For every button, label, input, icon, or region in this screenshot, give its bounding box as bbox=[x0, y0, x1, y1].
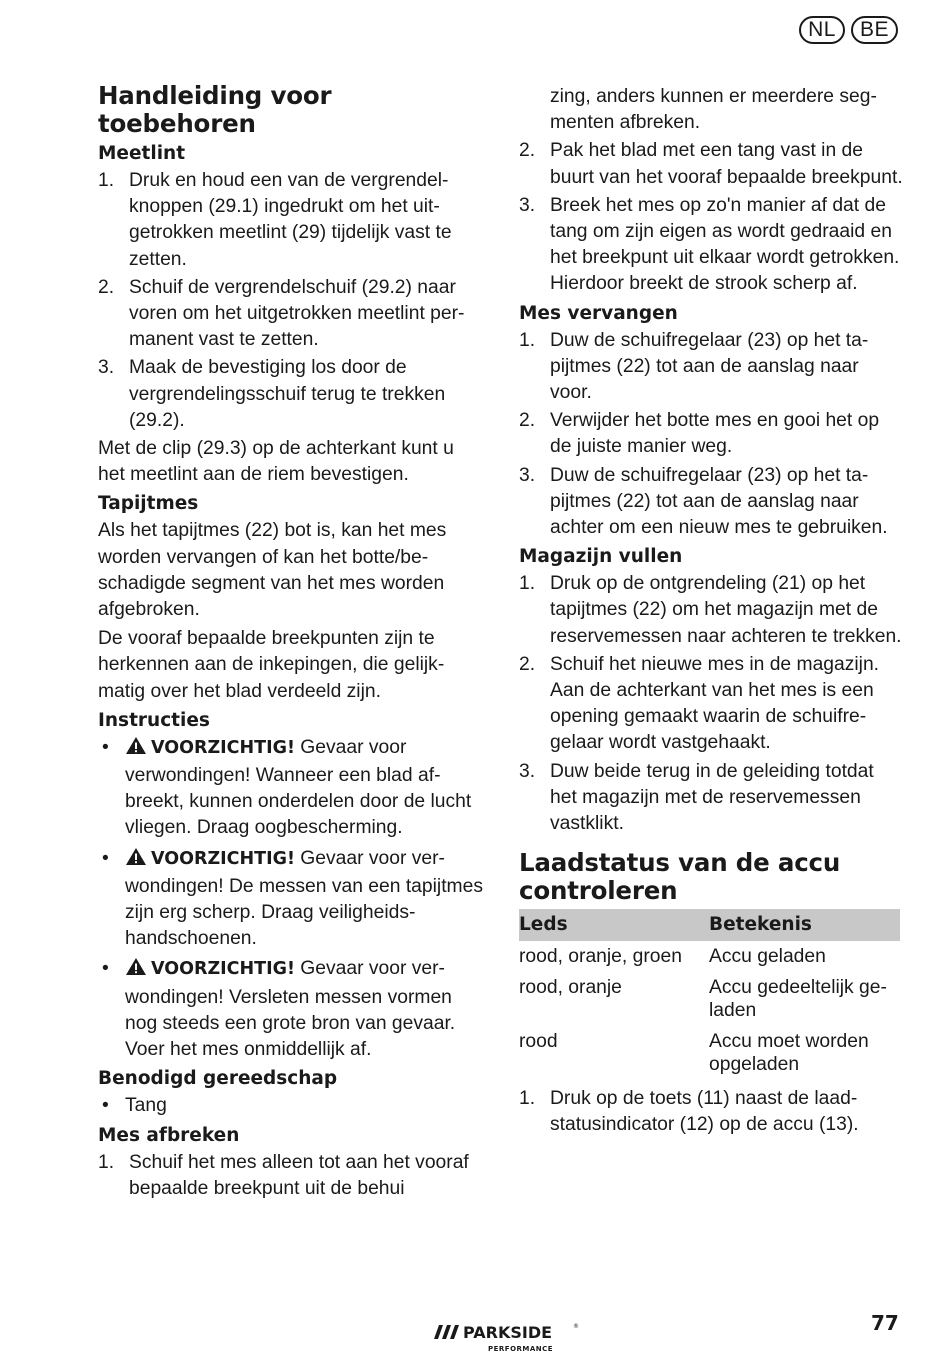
warning-item: • VOORZICHTIG! Gevaar voor verwondingen! Versleten messen vormen nog steeds een grote bron van gevaar. Voer het mes onmiddellijk af. bbox=[102, 958, 456, 1061]
language-badge-nl: NL bbox=[799, 16, 845, 44]
list-item: 1. Duw de schuifregelaar (23) op het tapijtmes (22) tot aan de aanslag naar voor. bbox=[519, 329, 869, 404]
bullet-icon: • bbox=[102, 958, 109, 980]
list-item: 1. Druk en houd een van de vergrendelknoppen (29.1) ingedrukt om het uitgetrokken meetlint (29) tijdelijk vast te zetten. bbox=[98, 170, 452, 270]
warning-triangle-icon bbox=[125, 736, 147, 763]
page-number: 77 bbox=[871, 1311, 899, 1335]
caution-label: VOORZICHTIG! bbox=[151, 737, 295, 758]
list-item: 1. Druk op de ontgrendeling (21) op het tapijtmes (22) om het magazijn met de reservemessen naar achteren te trekken. bbox=[519, 573, 902, 647]
heading-mes-vervangen: Mes vervangen bbox=[519, 302, 678, 324]
list-item: 3. Breek het mes op zo'n manier af dat de tang om zijn eigen as wordt gedraaid en het breekpunt uit elkaar wordt getrokken. Hierdoor breekt de strook scherp af. bbox=[519, 194, 900, 295]
heading-magazijn-vullen: Magazijn vullen bbox=[519, 546, 683, 568]
meetlint-steps bbox=[98, 168, 483, 434]
heading-gereedschap: Benodigd gereedschap bbox=[98, 1068, 338, 1090]
column-header-leds: Leds bbox=[519, 909, 709, 941]
warning-item: • VOORZICHTIG! Gevaar voor verwondingen! De messen van een tapijtmes zijn erg scherp. Draag veiligheidshandschoenen. bbox=[102, 847, 483, 950]
tool-list bbox=[98, 1093, 483, 1119]
caution-label: VOORZICHTIG! bbox=[151, 848, 295, 869]
bullet-icon: • bbox=[102, 847, 109, 869]
list-item: 2. Pak het blad met een tang vast in de buurt van het vooraf bepaalde breekpunt. bbox=[519, 140, 903, 188]
heading-tapijtmes: Tapijtmes bbox=[98, 493, 199, 515]
bullet-icon: • bbox=[102, 1095, 109, 1117]
registered-mark: ® bbox=[573, 1323, 579, 1330]
section-title-accu: Laadstatus van de accu controleren bbox=[519, 848, 841, 906]
table-header-row bbox=[519, 909, 900, 941]
warning-triangle-icon bbox=[125, 847, 147, 874]
table-cell: Accu moet worden opgeladen bbox=[709, 1031, 869, 1076]
list-item: 2. Schuif het nieuwe mes in de magazijn. Aan de achterkant van het mes is een opening gemaakt waarin de schuifregelaar wordt vastgehaakt. bbox=[519, 653, 880, 754]
warning-item: • VOORZICHTIG! Gevaar voor verwondingen! Wanneer een blad afbreekt, kunnen onderdelen door de lucht vliegen. Draag oogbescherming. bbox=[102, 736, 472, 839]
list-item: 2. Schuif de vergrendelschuif (29.2) naar voren om het uitgetrokken meetlint permanent vast te zetten. bbox=[98, 276, 465, 351]
bullet-icon: • bbox=[102, 736, 109, 758]
heading-instructies: Instructies bbox=[98, 709, 210, 731]
accu-steps bbox=[519, 1086, 904, 1138]
meetlint-note: Met de clip (29.3) op de achterkant kunt u het meetlint aan de riem bevestigen. bbox=[98, 438, 454, 486]
table-row bbox=[519, 941, 900, 972]
table-cell: rood bbox=[519, 1031, 558, 1053]
caution-label: VOORZICHTIG! bbox=[151, 959, 295, 980]
afbreken-steps bbox=[98, 1150, 483, 1202]
list-item: • Tang bbox=[98, 1093, 483, 1119]
parkside-logo bbox=[430, 1319, 580, 1355]
table-row bbox=[519, 972, 900, 1026]
afbreken-continuation: zing, anders kunnen er meerdere segmenten afbreken. bbox=[550, 86, 877, 134]
list-item: 3. Maak de bevestiging los door de vergrendelingsschuif terug te trekken (29.2). bbox=[98, 357, 446, 431]
warning-list bbox=[98, 735, 483, 1063]
language-badge-be: BE bbox=[851, 16, 898, 44]
table-cell: Accu geladen bbox=[709, 946, 826, 968]
magazijn-steps bbox=[519, 571, 904, 837]
right-column bbox=[519, 84, 904, 1141]
left-column bbox=[98, 82, 483, 1204]
list-item: 1. Druk op de toets (11) naast de laadstatusindicator (12) op de accu (13). bbox=[519, 1088, 859, 1136]
column-header-betekenis: Betekenis bbox=[709, 909, 900, 941]
warning-triangle-icon bbox=[125, 957, 147, 984]
brand-slashes-icon bbox=[434, 1325, 459, 1339]
table-cell: rood, oranje bbox=[519, 977, 622, 999]
language-badges bbox=[799, 16, 898, 44]
table-cell: rood, oranje, groen bbox=[519, 946, 682, 968]
list-item: 2. Verwijder het botte mes en gooi het op de juiste manier weg. bbox=[519, 410, 880, 458]
vervangen-steps bbox=[519, 328, 904, 542]
heading-meetlint: Meetlint bbox=[98, 143, 186, 164]
led-status-table bbox=[519, 909, 900, 1080]
tapijtmes-paragraph-2: De vooraf bepaalde breekpunten zijn te herkennen aan de inkepingen, die gelijkmatig over het blad verdeeld zijn. bbox=[98, 628, 445, 702]
afbreken-steps-continued bbox=[519, 138, 904, 297]
tapijtmes-paragraph-1: Als het tapijtmes (22) bot is, kan het mes worden vervangen of kan het botte/beschadigde segment van het mes worden afgebroken. bbox=[98, 520, 447, 621]
table-row bbox=[519, 1026, 900, 1080]
list-item: 3. Duw de schuifregelaar (23) op het tapijtmes (22) tot aan de aanslag naar achter om een nieuw mes te gebruiken. bbox=[519, 464, 888, 539]
list-item: 1. Schuif het mes alleen tot aan het vooraf bepaalde breekpunt uit de behui bbox=[98, 1151, 469, 1199]
heading-mes-afbreken: Mes afbreken bbox=[98, 1124, 240, 1146]
brand-subline: PERFORMANCE bbox=[488, 1345, 554, 1353]
table-cell: Accu gedeeltelijk geladen bbox=[709, 977, 887, 1022]
brand-name: PARKSIDE bbox=[463, 1323, 553, 1342]
section-title-toebehoren: Handleiding voor toebehoren bbox=[98, 81, 332, 138]
list-item: 3. Duw beide terug in de geleiding totdat het magazijn met de reservemessen vastklikt. bbox=[519, 760, 874, 835]
